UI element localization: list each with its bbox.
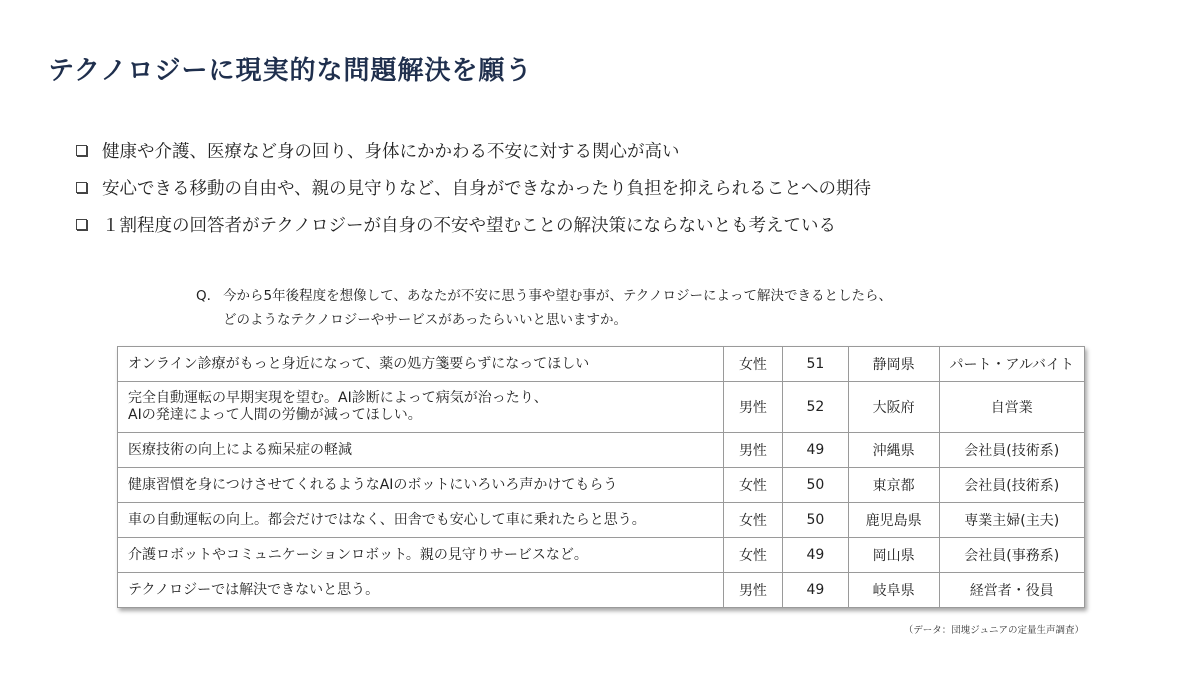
response-sex: 男性	[723, 382, 782, 433]
bullet-item	[76, 208, 871, 245]
bullet-item	[76, 134, 871, 171]
question-line-1: 今から5年後程度を想像して、あなたが不安に思う事や望む事が、テクノロジーによって解決できるとしたら、	[223, 288, 893, 304]
table-row	[118, 347, 1085, 382]
response-sex: 女性	[723, 538, 782, 573]
question-line-2: どのようなテクノロジーやサービスがあったらいいと思いますか。	[223, 312, 628, 328]
table-row	[118, 503, 1085, 538]
response-sex: 男性	[723, 433, 782, 468]
bullet-list	[76, 134, 871, 245]
bullet-text: 安心できる移動の自由や、親の見守りなど、自身ができなかったり負担を抑えられることへの期待	[102, 179, 871, 199]
bullet-text: １割程度の回答者がテクノロジーが自身の不安や望むことの解決策にならないとも考えている	[102, 216, 836, 236]
response-text: 車の自動運転の向上。都会だけではなく、田舎でも安心して車に乗れたらと思う。	[118, 503, 724, 538]
response-age: 49	[782, 433, 848, 468]
response-text: 完全自動運転の早期実現を望む。AI診断によって病気が治ったり、 AIの発達によって人間の労働が減ってほしい。	[118, 382, 724, 433]
response-prefecture: 静岡県	[848, 347, 939, 382]
table-row	[118, 573, 1085, 608]
response-occupation: 経営者・役員	[939, 573, 1084, 608]
response-sex: 女性	[723, 347, 782, 382]
response-prefecture: 鹿児島県	[848, 503, 939, 538]
responses-table	[117, 346, 1085, 608]
checkbox-bullet-icon	[76, 145, 87, 156]
checkbox-bullet-icon	[76, 182, 87, 193]
response-text: 健康習慣を身につけさせてくれるようなAIのボットにいろいろ声かけてもらう	[118, 468, 724, 503]
response-age: 49	[782, 573, 848, 608]
checkbox-bullet-icon	[76, 219, 87, 230]
response-age: 51	[782, 347, 848, 382]
response-occupation: 自営業	[939, 382, 1084, 433]
response-prefecture: 沖縄県	[848, 433, 939, 468]
page-title: テクノロジーに現実的な問題解決を願う	[48, 56, 533, 86]
table-row	[118, 433, 1085, 468]
response-text: テクノロジーでは解決できないと思う。	[118, 573, 724, 608]
response-sex: 女性	[723, 468, 782, 503]
response-age: 52	[782, 382, 848, 433]
response-occupation: パート・アルバイト	[939, 347, 1084, 382]
response-text: 介護ロボットやコミュニケーションロボット。親の見守りサービスなど。	[118, 538, 724, 573]
table-row	[118, 468, 1085, 503]
response-age: 50	[782, 503, 848, 538]
response-prefecture: 岡山県	[848, 538, 939, 573]
question-label: Q.	[196, 288, 211, 304]
bullet-item	[76, 171, 871, 208]
response-prefecture: 東京都	[848, 468, 939, 503]
response-occupation: 専業主婦(主夫)	[939, 503, 1084, 538]
response-age: 49	[782, 538, 848, 573]
table-row	[118, 382, 1085, 433]
response-prefecture: 岐阜県	[848, 573, 939, 608]
table-row	[118, 538, 1085, 573]
bullet-text: 健康や介護、医療など身の回り、身体にかかわる不安に対する関心が高い	[102, 142, 680, 162]
response-age: 50	[782, 468, 848, 503]
response-occupation: 会社員(事務系)	[939, 538, 1084, 573]
data-source-note: （データ：団塊ジュニアの定量生声調査）	[903, 625, 1084, 636]
response-prefecture: 大阪府	[848, 382, 939, 433]
response-occupation: 会社員(技術系)	[939, 433, 1084, 468]
response-occupation: 会社員(技術系)	[939, 468, 1084, 503]
response-sex: 女性	[723, 503, 782, 538]
response-text: オンライン診療がもっと身近になって、薬の処方箋要らずになってほしい	[118, 347, 724, 382]
response-sex: 男性	[723, 573, 782, 608]
response-text: 医療技術の向上による痴呆症の軽減	[118, 433, 724, 468]
survey-question	[196, 284, 892, 332]
